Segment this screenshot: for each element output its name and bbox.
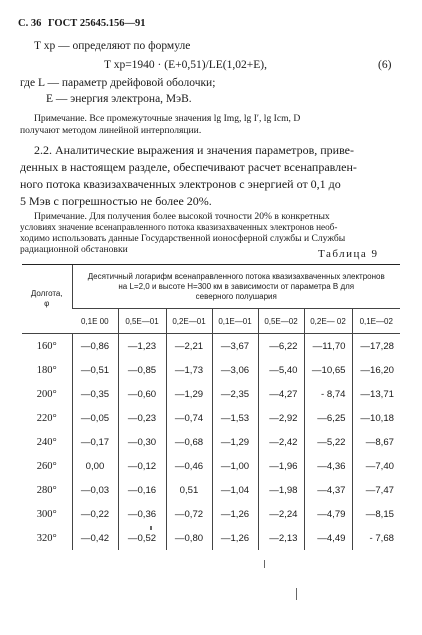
longitude-cell: 200° xyxy=(36,388,57,400)
value-cell: —0,42 xyxy=(72,526,118,550)
table-body xyxy=(22,334,400,551)
value-cell: —0,30 xyxy=(118,430,166,454)
longitude-cell: 180° xyxy=(36,364,57,376)
value-cell: —2,35 xyxy=(212,382,258,406)
value-cell: —3,06 xyxy=(212,358,258,382)
value-cell: - 7,68 xyxy=(352,526,400,550)
table-caption: Таблица 9 xyxy=(318,248,379,260)
value-cell: —7,40 xyxy=(352,454,400,478)
value-cell: —17,28 xyxy=(352,334,400,359)
value-cell: —0,51 xyxy=(72,358,118,382)
value-cell: —0,36 xyxy=(118,502,166,526)
section-2-2-line-3: ного потока квазизахваченных электронов с энергией от 0,1 до xyxy=(20,177,341,191)
section-2-2-line-2: денных в настоящем разделе, обеспечивают расчет всенаправлен- xyxy=(20,160,357,174)
value-cell: —4,27 xyxy=(258,382,304,406)
col-header: 0,5E—02 xyxy=(258,309,304,334)
table-row xyxy=(22,334,400,359)
table-row xyxy=(22,454,400,478)
value-cell: —2,21 xyxy=(166,334,212,359)
value-cell: 0,00 xyxy=(72,454,118,478)
col-header: 0,2E—01 xyxy=(166,309,212,334)
value-cell: —0,16 xyxy=(118,478,166,502)
value-cell: —0,86 xyxy=(72,334,118,359)
value-cell: —10,65 xyxy=(304,358,352,382)
value-cell: —4,79 xyxy=(304,502,352,526)
formula-intro: T хр — определяют по формуле xyxy=(34,40,191,52)
value-cell: 0,51 xyxy=(166,478,212,502)
value-cell: —1,53 xyxy=(212,406,258,430)
section-2-2-line-4: 5 Мэв с погрешностью не более 20%. xyxy=(20,194,212,208)
value-cell: —0,22 xyxy=(72,502,118,526)
value-cell: —0,23 xyxy=(118,406,166,430)
col-header: 0,1E 00 xyxy=(72,309,118,334)
value-cell: —0,85 xyxy=(118,358,166,382)
span-line-1: Десятичный логарифм всенаправленного потока квазизахваченных электронов xyxy=(87,271,385,281)
value-cell: —0,74 xyxy=(166,406,212,430)
col-header: 0,1E—01 xyxy=(212,309,258,334)
note-1-line-2: получают методом линейной интерполяции. xyxy=(20,125,202,136)
col-header: 0,2E— 02 xyxy=(304,309,352,334)
value-cell: —2,92 xyxy=(258,406,304,430)
span-line-3: северного полушария xyxy=(195,291,277,301)
formula-number: (6) xyxy=(378,59,392,71)
value-cell: —6,22 xyxy=(258,334,304,359)
scan-mark xyxy=(150,526,152,530)
value-cell: —0,68 xyxy=(166,430,212,454)
value-cell: —0,72 xyxy=(166,502,212,526)
standard-code: ГОСТ 25645.156—91 xyxy=(47,18,146,29)
value-cell: —0,03 xyxy=(72,478,118,502)
value-cell: —1,29 xyxy=(212,430,258,454)
value-cell: —13,71 xyxy=(352,382,400,406)
table-row xyxy=(22,430,400,454)
value-cell: —4,36 xyxy=(304,454,352,478)
value-cell: —0,35 xyxy=(72,382,118,406)
value-cell: —1,23 xyxy=(118,334,166,359)
page-number: С. 36 xyxy=(18,18,42,29)
longitude-cell: 320° xyxy=(36,532,57,544)
value-cell: —0,60 xyxy=(118,382,166,406)
section-2-2-line-1: 2.2. Аналитические выражения и значения параметров, приве- xyxy=(34,143,355,157)
longitude-label: Долгота, φ xyxy=(30,289,63,308)
value-cell: —6,25 xyxy=(304,406,352,430)
table-row xyxy=(22,406,400,430)
data-table xyxy=(22,264,400,550)
value-cell: —0,80 xyxy=(166,526,212,550)
value-cell: —2,24 xyxy=(258,502,304,526)
table-row xyxy=(22,358,400,382)
value-cell: —3,67 xyxy=(212,334,258,359)
value-cell: —5,22 xyxy=(304,430,352,454)
longitude-cell: 280° xyxy=(36,484,57,496)
value-cell: —1,00 xyxy=(212,454,258,478)
value-cell: —1,04 xyxy=(212,478,258,502)
table-row xyxy=(22,502,400,526)
scan-mark xyxy=(296,588,297,600)
col-header: 0,1E—02 xyxy=(352,309,400,334)
where-line-1: где L — параметр дрейфовой оболочки; xyxy=(20,77,216,89)
value-cell: —0,12 xyxy=(118,454,166,478)
value-cell: —16,20 xyxy=(352,358,400,382)
value-cell: —1,26 xyxy=(212,502,258,526)
value-cell: —4,49 xyxy=(304,526,352,550)
col-header: 0,5E—01 xyxy=(118,309,166,334)
formula-6: T хр=1940 · (E+0,51)/LE(1,02+E), xyxy=(104,59,267,71)
page-header xyxy=(18,18,146,29)
note-2-line-4: радиационной обстановки xyxy=(20,244,128,255)
header-longitude xyxy=(22,265,72,334)
value-cell: —5,40 xyxy=(258,358,304,382)
value-cell: —0,05 xyxy=(72,406,118,430)
table-row xyxy=(22,478,400,502)
longitude-cell: 240° xyxy=(36,436,57,448)
scan-mark xyxy=(264,560,265,568)
value-cell: —1,29 xyxy=(166,382,212,406)
value-cell: —2,42 xyxy=(258,430,304,454)
table-row xyxy=(22,526,400,550)
value-cell: —7,47 xyxy=(352,478,400,502)
value-cell: —11,70 xyxy=(304,334,352,359)
longitude-cell: 160° xyxy=(36,340,57,352)
table-row xyxy=(22,382,400,406)
value-cell: —0,17 xyxy=(72,430,118,454)
value-cell: —1,26 xyxy=(212,526,258,550)
where-line-2: E — энергия электрона, МэВ. xyxy=(46,93,192,105)
value-cell: —2,13 xyxy=(258,526,304,550)
value-cell: —1,96 xyxy=(258,454,304,478)
value-cell: —8,15 xyxy=(352,502,400,526)
value-cell: - 8,74 xyxy=(304,382,352,406)
span-line-2: на L=2,0 и высоте H=300 км в зависимости от параметра B для xyxy=(118,281,355,291)
header-span xyxy=(72,265,400,309)
note-2-line-3: ходимо использовать данные Государственной ионосферной службы и Службы xyxy=(20,233,346,244)
longitude-cell: 220° xyxy=(36,412,57,424)
note-1-line-1: Примечание. Все промежуточные значения lg Img, lg I′, lg Icm, D xyxy=(34,113,301,124)
longitude-cell: 260° xyxy=(36,460,57,472)
value-cell: —10,18 xyxy=(352,406,400,430)
value-cell: —0,46 xyxy=(166,454,212,478)
note-2-line-2: условиях значение всенаправленного потока квазизахваченных электронов необ- xyxy=(20,222,338,232)
value-cell: —1,98 xyxy=(258,478,304,502)
value-cell: —4,37 xyxy=(304,478,352,502)
value-cell: —0,52 xyxy=(118,526,166,550)
value-cell: —8,67 xyxy=(352,430,400,454)
longitude-cell: 300° xyxy=(36,508,57,520)
value-cell: —1,73 xyxy=(166,358,212,382)
note-2-line-1: Примечание. Для получения более высокой точности 20% в конкретных xyxy=(34,211,330,222)
